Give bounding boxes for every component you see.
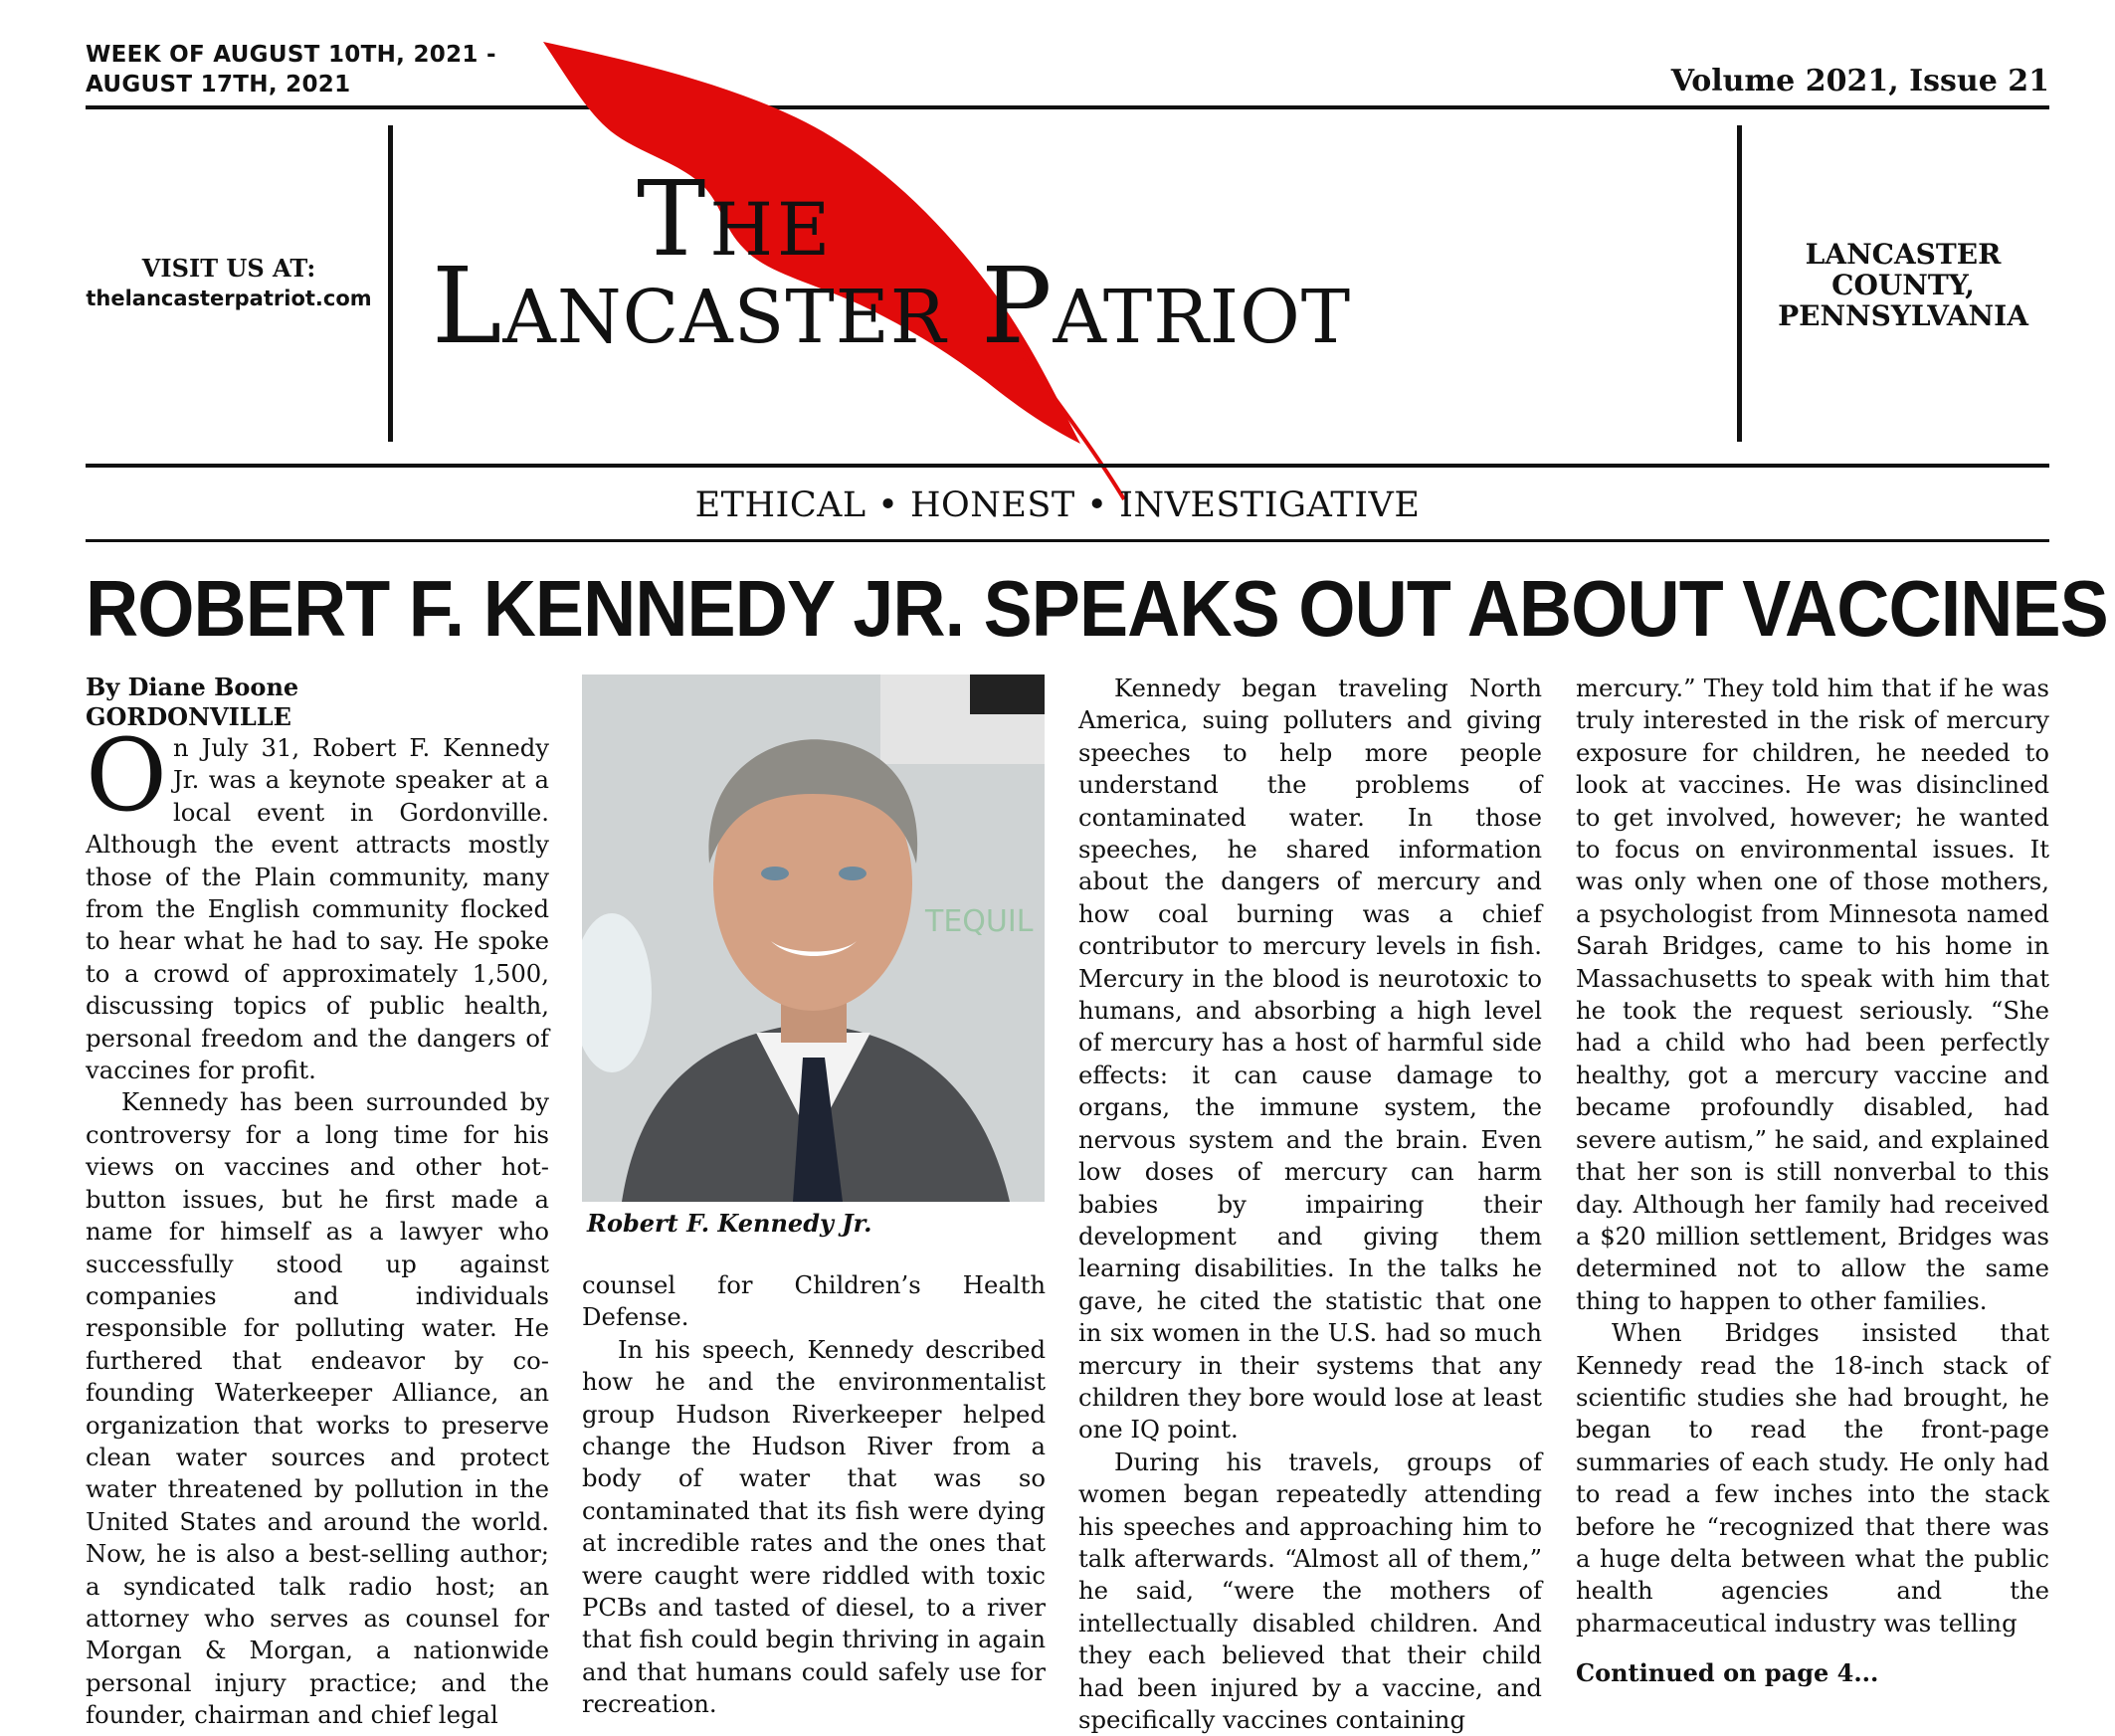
issue-volume: Volume 2021, Issue 21 <box>1670 64 2049 98</box>
issue-week-line2: AUGUST 17TH, 2021 <box>86 72 351 97</box>
website-link[interactable]: thelancasterpatriot.com <box>86 287 372 310</box>
issue-week-line1: WEEK OF AUGUST 10TH, 2021 - <box>86 42 496 68</box>
headline: ROBERT F. KENNEDY JR. SPEAKS OUT ABOUT VACCINES <box>86 564 2108 653</box>
logo-name-text: Lancaster Patriot <box>432 245 1352 367</box>
tagline-rule <box>86 539 2049 542</box>
column-1 <box>86 673 549 1732</box>
visit-label: VISIT US AT: <box>141 254 316 283</box>
location-line3: PENNSYLVANIA <box>1778 299 2028 332</box>
portrait-illustration <box>582 675 1045 1202</box>
paragraph-3: In his speech, Kennedy described how he and the environmentalist group Hudson Riverkeeper helped change the Hudson River from a body of water that was so contaminated that its fish were dying at incredible rates and the ones that were caught were riddled with toxic PCBs and tasted of diesel, to a river that fish could begin thriving in again and that humans could safely use for recreation. <box>582 1334 1046 1719</box>
dateline: GORDONVILLE <box>86 702 291 731</box>
logo-the-text: The <box>637 158 835 280</box>
masthead-rule <box>86 464 2049 468</box>
location-line2: COUNTY, <box>1831 269 1975 301</box>
location <box>1757 239 2049 331</box>
paragraph-5: During his travels, groups of women began repeatedly attending his speeches and approaching him to talk afterwards. “Almost all of them,” he said, “were the mothers of intellectually disabled children. And they each believed that their child had been injured by a vaccine, and specifically vaccines containing <box>1078 1447 1542 1734</box>
author: By Diane Boone <box>86 673 299 701</box>
portrait-photo <box>582 675 1045 1202</box>
paragraph-5-continued: mercury.” They told him that if he was truly interested in the risk of mercury exposure for children, he needed to look at vaccines. He was disinclined to get involved, however; he wanted to focus on environmental issues. It was only when one of those mothers, a psychologist from Minnesota named Sarah Bridges, came to his home in Massachusetts to speak with him that he took the request seriously. “She had a child who had been perfectly healthy, got a mercury vaccine and became profoundly disabled, had severe autism,” he said, and explained that her son is still nonverbal to this day. Although her family had received a $20 million settlement, Bridges was determined not to allow the same thing to happen to other families. <box>1576 674 2049 1315</box>
right-divider <box>1737 125 1742 442</box>
left-divider <box>388 125 393 442</box>
paragraph-6: When Bridges insisted that Kennedy read the 18-inch stack of scientific studies she had brought, he began to read the front-page summaries of each study. He only had to read a few inches into the stack before he “recognized that there was a huge delta between what the public health agencies and the pharmaceutical industry was telling <box>1576 1318 2049 1638</box>
location-line1: LANCASTER <box>1805 238 2002 271</box>
continued-link[interactable]: Continued on page 4... <box>1576 1658 1879 1688</box>
logo-name <box>432 245 1352 367</box>
tagline: ETHICAL • HONEST • INVESTIGATIVE <box>694 485 1421 525</box>
column-2 <box>582 1269 1046 1721</box>
paragraph-4: Kennedy began traveling North America, suing polluters and giving speeches to help more people understand the problems of contaminated water. In those speeches, he shared information about the dangers of mercury and how coal burning was a chief contributor to mercury levels in fish. Mercury in the blood is neurotoxic to humans, and absorbing a high level of mercury has a host of harmful side effects: it can cause damage to organs, the immune system, the nervous system and the brain. Even low doses of mercury can harm babies by impairing their development and giving them learning disabilities. In the talks he gave, he cited the statistic that one in six women in the U.S. had so much mercury in their systems that any children they bore would lose at least one IQ point. <box>1078 674 1542 1445</box>
paragraph-1 <box>86 717 549 1086</box>
drop-cap: O <box>86 717 167 834</box>
paragraph-2: Kennedy has been surrounded by controversy for a long time for his views on vaccines and other hot-button issues, but he first made a name for himself as a lawyer who successfully stood up against companies and individuals responsible for polluting water. He furthered that endeavor by co-founding Waterkeeper Alliance, an organization that works to preserve clean water sources and protect water threatened by pollution in the United States and around the world. Now, he is also a best-selling author; a syndicated talk radio host; an attorney who serves as counsel for Morgan & Morgan, a nationwide personal injury practice; and the founder, chairman and chief legal <box>86 1087 549 1730</box>
column-3 <box>1078 673 1542 1736</box>
paragraph-2-continued: counsel for Children’s Health Defense. <box>582 1270 1046 1332</box>
column-4 <box>1576 673 2049 1690</box>
photo-caption: Robert F. Kennedy Jr. <box>587 1209 872 1238</box>
photo-sign-text: TEQUIL <box>925 904 1034 939</box>
paragraph-1-text: n July 31, Robert F. Kennedy Jr. was a keynote speaker at a local event in Gordonville. Although the event attracts mostly those of the Plain community, many from the English community flocked to hear what he had to say. He spoke to a crowd of approximately 1,500, discussing topics of public health, personal freedom and the dangers of vaccines for profit. <box>86 733 549 1085</box>
issue-week <box>86 40 496 99</box>
visit-us <box>86 254 372 310</box>
